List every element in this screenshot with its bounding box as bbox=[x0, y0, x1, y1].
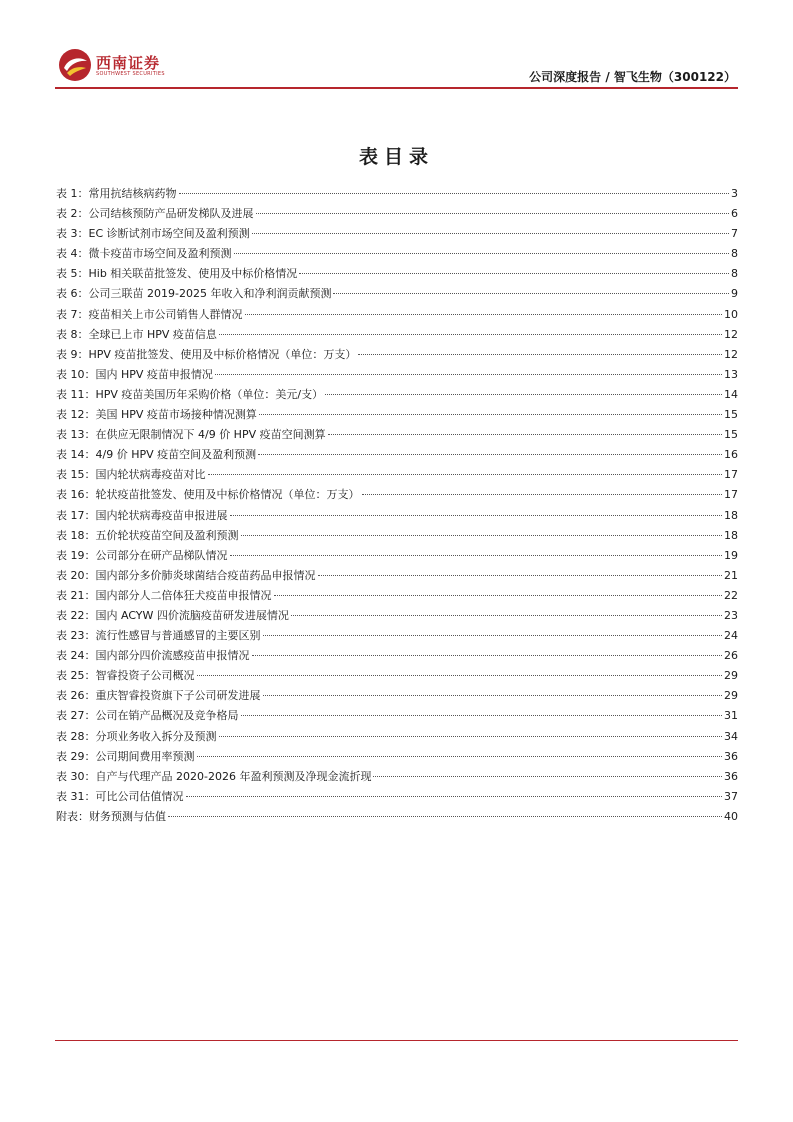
toc-item-label[interactable]: 表 12：美国 HPV 疫苗市场接种情况测算 bbox=[56, 408, 257, 422]
toc-item[interactable] bbox=[56, 305, 738, 325]
toc-item-page-number[interactable]: 31 bbox=[724, 709, 738, 723]
toc-item-label[interactable]: 表 9：HPV 疫苗批签发、使用及中标价格情况（单位：万支） bbox=[56, 347, 357, 361]
toc-dot-leader bbox=[299, 273, 729, 274]
toc-item[interactable] bbox=[56, 506, 738, 526]
toc-item-label[interactable]: 表 10：国内 HPV 疫苗申报情况 bbox=[56, 367, 213, 381]
southwest-securities-logo-icon bbox=[58, 48, 92, 82]
toc-item[interactable] bbox=[56, 807, 738, 827]
toc-item[interactable] bbox=[56, 204, 738, 224]
toc-item-label[interactable]: 表 22：国内 ACYW 四价流脑疫苗研发进展情况 bbox=[56, 608, 289, 622]
toc-dot-leader bbox=[358, 354, 722, 355]
toc-item[interactable] bbox=[56, 727, 738, 747]
toc-item[interactable] bbox=[56, 546, 738, 566]
toc-item-label[interactable]: 表 26：重庆智睿投资旗下子公司研发进展 bbox=[56, 689, 261, 703]
toc-dot-leader bbox=[252, 233, 729, 234]
toc-item-page-number[interactable]: 14 bbox=[724, 387, 738, 401]
toc-item-page-number[interactable]: 36 bbox=[724, 749, 738, 763]
toc-item-label[interactable]: 表 7：疫苗相关上市公司销售人群情况 bbox=[56, 307, 243, 321]
toc-dot-leader bbox=[245, 314, 723, 315]
toc-item-page-number[interactable]: 40 bbox=[724, 809, 738, 823]
table-of-contents bbox=[56, 184, 738, 827]
toc-item-page-number[interactable]: 17 bbox=[724, 488, 738, 502]
toc-item[interactable] bbox=[56, 586, 738, 606]
footer-divider bbox=[55, 1040, 738, 1041]
toc-item-page-number[interactable]: 36 bbox=[724, 769, 738, 783]
toc-dot-leader bbox=[197, 675, 723, 676]
toc-item[interactable] bbox=[56, 284, 738, 304]
toc-item[interactable] bbox=[56, 666, 738, 686]
toc-item[interactable] bbox=[56, 606, 738, 626]
toc-item-page-number[interactable]: 12 bbox=[724, 347, 738, 361]
toc-dot-leader bbox=[252, 655, 723, 656]
toc-item-page-number[interactable]: 37 bbox=[724, 789, 738, 803]
toc-item-label[interactable]: 表 13：在供应无限制情况下 4/9 价 HPV 疫苗空间测算 bbox=[56, 428, 326, 442]
toc-item-page-number[interactable]: 21 bbox=[724, 568, 738, 582]
toc-item[interactable] bbox=[56, 385, 738, 405]
toc-item-page-number[interactable]: 10 bbox=[724, 307, 738, 321]
toc-dot-leader bbox=[291, 615, 722, 616]
toc-item[interactable] bbox=[56, 646, 738, 666]
toc-item[interactable] bbox=[56, 686, 738, 706]
toc-item-page-number[interactable]: 18 bbox=[724, 528, 738, 542]
toc-dot-leader bbox=[208, 474, 723, 475]
toc-item-label[interactable]: 表 3：EC 诊断试剂市场空间及盈利预测 bbox=[56, 227, 250, 241]
toc-item-page-number[interactable]: 29 bbox=[724, 669, 738, 683]
brand-name: 西南证券 bbox=[96, 54, 161, 72]
toc-item[interactable] bbox=[56, 425, 738, 445]
toc-item-page-number[interactable]: 13 bbox=[724, 367, 738, 381]
toc-item-label[interactable]: 表 2：公司结核预防产品研发梯队及进展 bbox=[56, 207, 254, 221]
toc-dot-leader bbox=[168, 816, 722, 817]
toc-dot-leader bbox=[333, 293, 729, 294]
toc-dot-leader bbox=[258, 454, 722, 455]
toc-dot-leader bbox=[234, 253, 730, 254]
toc-item[interactable] bbox=[56, 566, 738, 586]
toc-item-label[interactable]: 表 15：国内轮状病毒疫苗对比 bbox=[56, 468, 206, 482]
toc-item-page-number[interactable]: 16 bbox=[724, 448, 738, 462]
toc-item-page-number[interactable]: 29 bbox=[724, 689, 738, 703]
toc-item-page-number[interactable]: 19 bbox=[724, 548, 738, 562]
toc-item-label[interactable]: 表 18：五价轮状疫苗空间及盈利预测 bbox=[56, 528, 239, 542]
toc-item-label[interactable]: 附表：财务预测与估值 bbox=[56, 809, 166, 823]
toc-item-label[interactable]: 表 4：微卡疫苗市场空间及盈利预测 bbox=[56, 247, 232, 261]
toc-item[interactable] bbox=[56, 184, 738, 204]
toc-item-label[interactable]: 表 17：国内轮状病毒疫苗申报进展 bbox=[56, 508, 228, 522]
toc-dot-leader bbox=[179, 193, 730, 194]
toc-dot-leader bbox=[328, 434, 722, 435]
toc-dot-leader bbox=[274, 595, 723, 596]
toc-item[interactable] bbox=[56, 405, 738, 425]
toc-item-page-number[interactable]: 23 bbox=[724, 608, 738, 622]
toc-dot-leader bbox=[263, 695, 723, 696]
toc-item[interactable] bbox=[56, 264, 738, 284]
toc-dot-leader bbox=[362, 494, 723, 495]
toc-item-label[interactable]: 表 1：常用抗结核病药物 bbox=[56, 187, 177, 200]
toc-item[interactable] bbox=[56, 526, 738, 546]
toc-item[interactable] bbox=[56, 445, 738, 465]
toc-dot-leader bbox=[325, 394, 722, 395]
toc-item[interactable] bbox=[56, 365, 738, 385]
toc-item-page-number[interactable]: 7 bbox=[731, 227, 738, 241]
toc-item-label[interactable]: 表 30：自产与代理产品 2020-2026 年盈利预测及净现金流折现 bbox=[56, 769, 372, 783]
brand-name-en: SOUTHWEST SECURITIES bbox=[96, 71, 165, 77]
toc-item[interactable] bbox=[56, 325, 738, 345]
toc-item[interactable] bbox=[56, 747, 738, 767]
toc-item-label[interactable]: 表 11：HPV 疫苗美国历年采购价格（单位：美元/支） bbox=[56, 387, 324, 401]
toc-item-label[interactable]: 表 28：分项业务收入拆分及预测 bbox=[56, 729, 217, 743]
toc-dot-leader bbox=[318, 575, 723, 576]
toc-item-label[interactable]: 表 8：全球已上市 HPV 疫苗信息 bbox=[56, 327, 217, 341]
toc-item-page-number[interactable]: 12 bbox=[724, 327, 738, 341]
toc-dot-leader bbox=[197, 756, 723, 757]
toc-dot-leader bbox=[215, 374, 722, 375]
toc-item-label[interactable]: 表 23：流行性感冒与普通感冒的主要区别 bbox=[56, 629, 261, 643]
toc-item[interactable] bbox=[56, 244, 738, 264]
toc-item-page-number[interactable]: 8 bbox=[731, 267, 738, 281]
toc-item[interactable] bbox=[56, 224, 738, 244]
toc-item-label[interactable]: 表 31：可比公司估值情况 bbox=[56, 789, 184, 803]
toc-item[interactable] bbox=[56, 787, 738, 807]
toc-dot-leader bbox=[219, 334, 722, 335]
toc-item[interactable] bbox=[56, 626, 738, 646]
toc-item-label[interactable]: 表 16：轮状疫苗批签发、使用及中标价格情况（单位：万支） bbox=[56, 488, 360, 502]
toc-item-page-number[interactable]: 15 bbox=[724, 428, 738, 442]
header-divider bbox=[55, 87, 738, 89]
toc-item-page-number[interactable]: 8 bbox=[731, 247, 738, 261]
toc-item-page-number[interactable]: 6 bbox=[731, 207, 738, 221]
toc-dot-leader bbox=[373, 776, 722, 777]
toc-item[interactable] bbox=[56, 485, 738, 505]
toc-item[interactable] bbox=[56, 465, 738, 485]
toc-item-page-number[interactable]: 22 bbox=[724, 588, 738, 602]
brand-logo bbox=[58, 48, 178, 84]
toc-item-page-number[interactable]: 18 bbox=[724, 508, 738, 522]
toc-item-page-number[interactable]: 9 bbox=[731, 287, 738, 301]
toc-item[interactable] bbox=[56, 345, 738, 365]
toc-item-label[interactable]: 表 29：公司期间费用率预测 bbox=[56, 749, 195, 763]
toc-dot-leader bbox=[230, 555, 723, 556]
toc-item-label[interactable]: 表 19：公司部分在研产品梯队情况 bbox=[56, 548, 228, 562]
toc-item-page-number[interactable]: 15 bbox=[724, 408, 738, 422]
toc-dot-leader bbox=[263, 635, 723, 636]
toc-item-label[interactable]: 表 25：智睿投资子公司概况 bbox=[56, 669, 195, 683]
toc-dot-leader bbox=[241, 715, 723, 716]
toc-item[interactable] bbox=[56, 706, 738, 726]
toc-item[interactable] bbox=[56, 767, 738, 787]
toc-item-label[interactable]: 表 14：4/9 价 HPV 疫苗空间及盈利预测 bbox=[56, 448, 257, 462]
toc-item-label[interactable]: 表 21：国内部分人二倍体狂犬疫苗申报情况 bbox=[56, 588, 272, 602]
toc-item-page-number[interactable]: 34 bbox=[724, 729, 738, 743]
toc-item-label[interactable]: 表 20：国内部分多价肺炎球菌结合疫苗药品申报情况 bbox=[56, 568, 316, 582]
page-title: 表目录 bbox=[358, 146, 434, 168]
toc-item-page-number[interactable]: 17 bbox=[724, 468, 738, 482]
toc-dot-leader bbox=[219, 736, 723, 737]
toc-item-label[interactable]: 表 6：公司三联苗 2019-2025 年收入和净利润贡献预测 bbox=[56, 287, 332, 301]
toc-item-label[interactable]: 表 27：公司在销产品概况及竞争格局 bbox=[56, 709, 239, 723]
report-header-title: 公司深度报告 / 智飞生物（300122） bbox=[529, 70, 736, 84]
toc-dot-leader bbox=[241, 535, 723, 536]
toc-dot-leader bbox=[256, 213, 730, 214]
toc-dot-leader bbox=[186, 796, 723, 797]
toc-item-page-number[interactable]: 3 bbox=[731, 187, 738, 200]
toc-dot-leader bbox=[259, 414, 722, 415]
toc-item-page-number[interactable]: 26 bbox=[724, 649, 738, 663]
toc-item-label[interactable]: 表 5：Hib 相关联苗批签发、使用及中标价格情况 bbox=[56, 267, 298, 281]
toc-item-page-number[interactable]: 24 bbox=[724, 629, 738, 643]
toc-dot-leader bbox=[230, 515, 723, 516]
toc-item-label[interactable]: 表 24：国内部分四价流感疫苗申报情况 bbox=[56, 649, 250, 663]
